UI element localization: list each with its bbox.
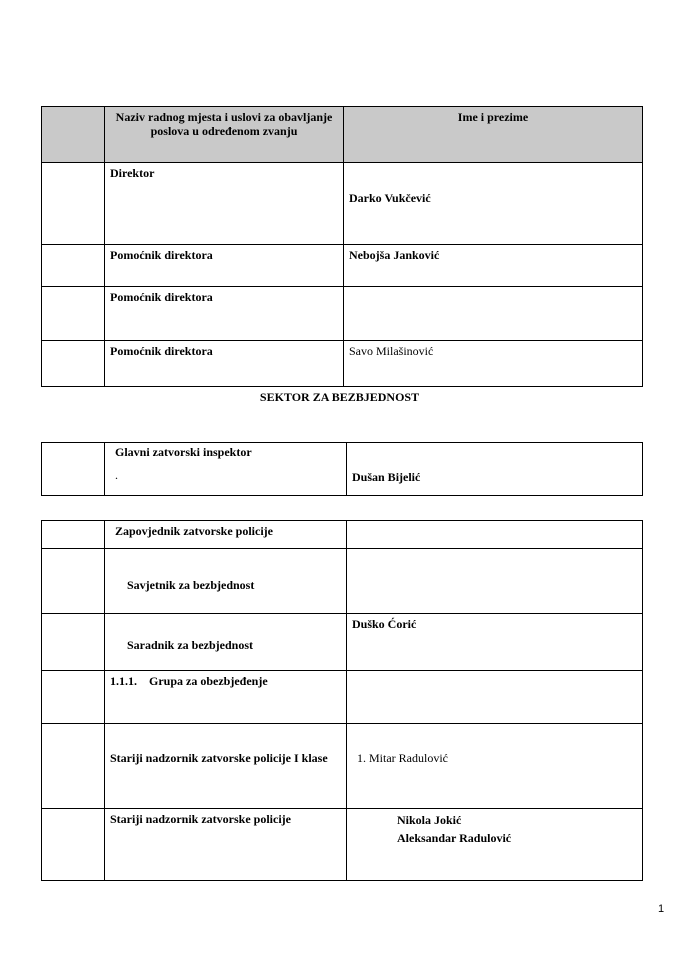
table-header-row xyxy=(42,107,643,163)
position-cell: Glavni zatvorski inspektor xyxy=(115,445,252,459)
position-cell: Stariji nadzornik zatvorske policije xyxy=(105,809,347,881)
table-row xyxy=(42,245,643,287)
name-cell: Darko Vukčević xyxy=(349,191,431,205)
name-cell xyxy=(347,671,643,724)
header-name: Ime i prezime xyxy=(344,107,643,163)
name-cell: Dušan Bijelić xyxy=(352,470,421,484)
staff-table-inspector xyxy=(41,442,643,496)
staff-table-security xyxy=(41,520,643,881)
position-cell: Zapovjednik zatvorske policije xyxy=(105,521,347,549)
name-cell: 1. Mitar Radulović xyxy=(357,751,448,765)
table-row xyxy=(42,809,643,881)
table-row xyxy=(42,521,643,549)
table-row xyxy=(42,724,643,809)
name-cell: Savo Milašinović xyxy=(344,341,643,387)
header-index-cell xyxy=(42,107,105,163)
name-cell xyxy=(347,549,643,614)
position-cell: Stariji nadzornik zatvorske policije I klase xyxy=(105,724,347,809)
name-cell: Nebojša Janković xyxy=(344,245,643,287)
section-title: SEKTOR ZA BEZBJEDNOST xyxy=(259,390,420,404)
table-row xyxy=(42,671,643,724)
name-cell: Aleksandar Radulović xyxy=(397,831,512,845)
table-row xyxy=(42,443,643,496)
dot-mark: . xyxy=(115,468,118,482)
group-heading: 1.1.1. Grupa za obezbjeđenje xyxy=(105,671,347,724)
name-cell: Nikola Jokić xyxy=(397,813,462,827)
staff-table-management xyxy=(41,106,643,387)
table-row xyxy=(42,287,643,341)
position-cell: Saradnik za bezbjednost xyxy=(105,614,347,671)
header-position: Naziv radnog mjesta i uslovi za obavljanje poslova u određenom zvanju xyxy=(105,107,344,163)
table-row xyxy=(42,163,643,245)
table-row xyxy=(42,341,643,387)
table-row xyxy=(42,614,643,671)
table-row xyxy=(42,549,643,614)
page-number: 1 xyxy=(658,903,665,915)
position-cell: Savjetnik za bezbjednost xyxy=(105,549,347,614)
position-cell: Pomoćnik direktora xyxy=(105,341,344,387)
position-cell: Direktor xyxy=(105,163,344,245)
name-cell xyxy=(344,287,643,341)
name-cell: Duško Ćorić xyxy=(347,614,643,671)
position-cell: Pomoćnik direktora xyxy=(105,287,344,341)
name-cell xyxy=(347,521,643,549)
position-cell: Pomoćnik direktora xyxy=(105,245,344,287)
